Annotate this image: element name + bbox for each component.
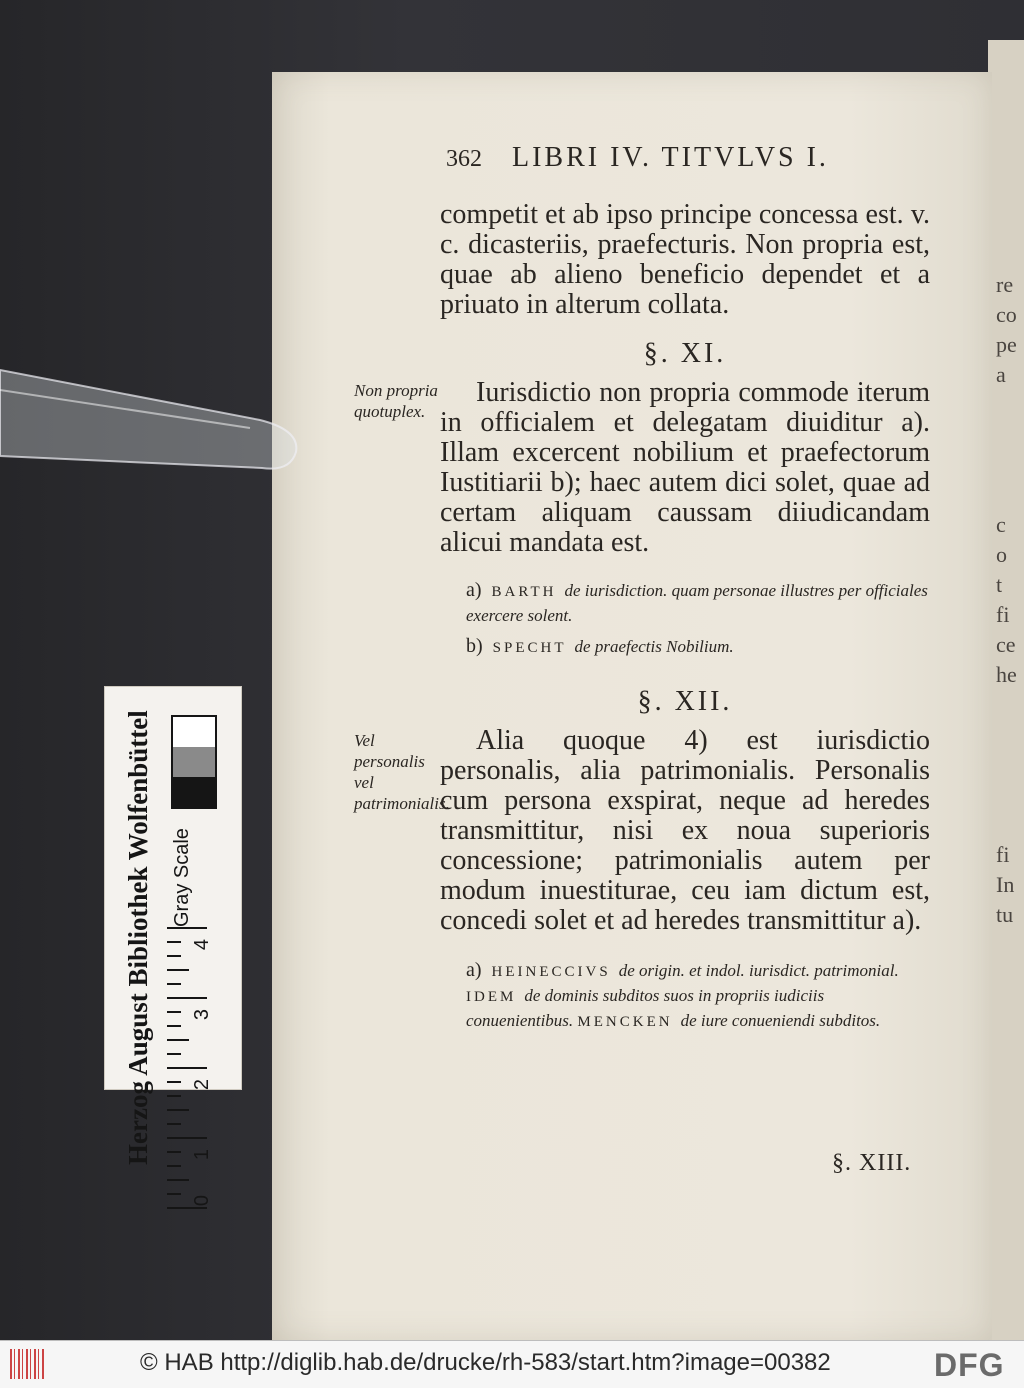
gray-scale-label: Gray Scale [171, 828, 193, 927]
footnote-author: SPECHT [492, 640, 567, 656]
footnote-text: de iure conueniendi subditos. [680, 1011, 881, 1030]
facing-fragment: a [996, 362, 1006, 387]
facing-fragment: o [996, 542, 1007, 567]
facing-fragment: co [996, 302, 1017, 327]
ruler-ticks [167, 927, 231, 1217]
footnote-text: de praefectis Nobilium. [574, 637, 734, 656]
facing-page-edge [988, 40, 1024, 1340]
footnote-author: HEINECCIVS [491, 964, 611, 980]
footer-credit-link[interactable]: © HAB http://diglib.hab.de/drucke/rh-583/start.htm?image=00382 [140, 1349, 831, 1376]
facing-fragment: tu [996, 902, 1014, 927]
hab-logo-icon [10, 1349, 46, 1379]
opening-text: competit et ab ipso principe concessa est. v. c. dicasteriis, praefecturis. Non propria est, quae ab alieno beneficio dependet et a priuato in alterum collata. [440, 199, 930, 320]
section-xi-paragraph [440, 378, 930, 558]
gray-swatches [171, 715, 217, 809]
section-xii-paragraph [440, 726, 930, 936]
facing-fragment: fi [996, 602, 1010, 627]
swatch-black [173, 777, 215, 807]
facing-fragment: fi [996, 842, 1010, 867]
footnote-author: MENCKEN [577, 1014, 673, 1030]
catchword: §. XIII. [832, 1150, 912, 1176]
ruler-number: 4 [191, 938, 214, 951]
running-head [446, 142, 886, 174]
footnote-author: BARTH [491, 584, 557, 600]
footnote-mark: a) [466, 579, 482, 601]
footer-bar [0, 1340, 1024, 1388]
facing-fragment: c [996, 512, 1006, 537]
swatch-white [173, 717, 215, 747]
footnote-xii-a [466, 958, 928, 1034]
facing-fragment: ce [996, 632, 1016, 657]
footnote-author: IDEM [466, 989, 517, 1005]
page-number: 362 [446, 146, 482, 172]
footnote-xi-a [466, 578, 928, 628]
footnote-mark: a) [466, 959, 482, 981]
ruler-number: 1 [191, 1148, 214, 1161]
ruler-number: 0 [191, 1194, 214, 1207]
opening-paragraph [440, 200, 930, 320]
running-title: LIBRI IV. TITVLVS I. [512, 142, 829, 173]
book-page [272, 72, 992, 1340]
facing-fragment: pe [996, 332, 1017, 357]
footnote-text: de iurisdiction. quam personae illustres per officiales exercere solent. [466, 581, 928, 625]
swatch-gray [173, 747, 215, 777]
footnote-text: de dominis subditos suos in propriis iudiciis conuenientibus. [466, 986, 825, 1030]
section-heading-xi: §. XI. [643, 338, 727, 369]
dfg-logo: DFG [934, 1347, 1005, 1383]
ruler-number: 2 [191, 1078, 214, 1091]
facing-fragment: re [996, 272, 1014, 297]
section-xi-text: Iurisdictio non propria commode iterum in officialem et delegatam diuiditur a). Illam excercent nobilium et praefectorum Iustitiarii b); haec autem dici solet, quae ad certam aliquam caussam diiudicandam alicui mandata est. [440, 377, 930, 558]
page-clip [0, 360, 300, 480]
color-scale-ruler [104, 686, 242, 1207]
footnote-mark: b) [466, 635, 483, 657]
facing-fragment: In [996, 872, 1015, 897]
marginal-note-xi: Non propria quotuplex. [354, 381, 438, 421]
ruler-institution: Herzog August Bibliothek Wolfenbüttel [123, 710, 153, 1165]
section-heading-xii: §. XII. [637, 686, 733, 717]
facing-fragment: t [996, 572, 1003, 597]
marginal-note-xii: Vel personalis vel patrimonialis. [354, 731, 450, 813]
footnote-text: de origin. et indol. iurisdict. patrimonial. [618, 961, 899, 980]
section-xii-text: Alia quoque 4) est iurisdictio personalis, alia patrimonialis. Personalis cum persona exspirat, neque ad heredes transmittitur, nisi ex noua superioris concessione; patrimonialis autem per modum inuestiturae, ceu iam dictum est, concedi solet et ad heredes transmittitur a). [440, 725, 930, 936]
footnote-xi-b [466, 634, 928, 660]
ruler-number: 3 [191, 1008, 214, 1021]
facing-fragment: he [996, 662, 1017, 687]
